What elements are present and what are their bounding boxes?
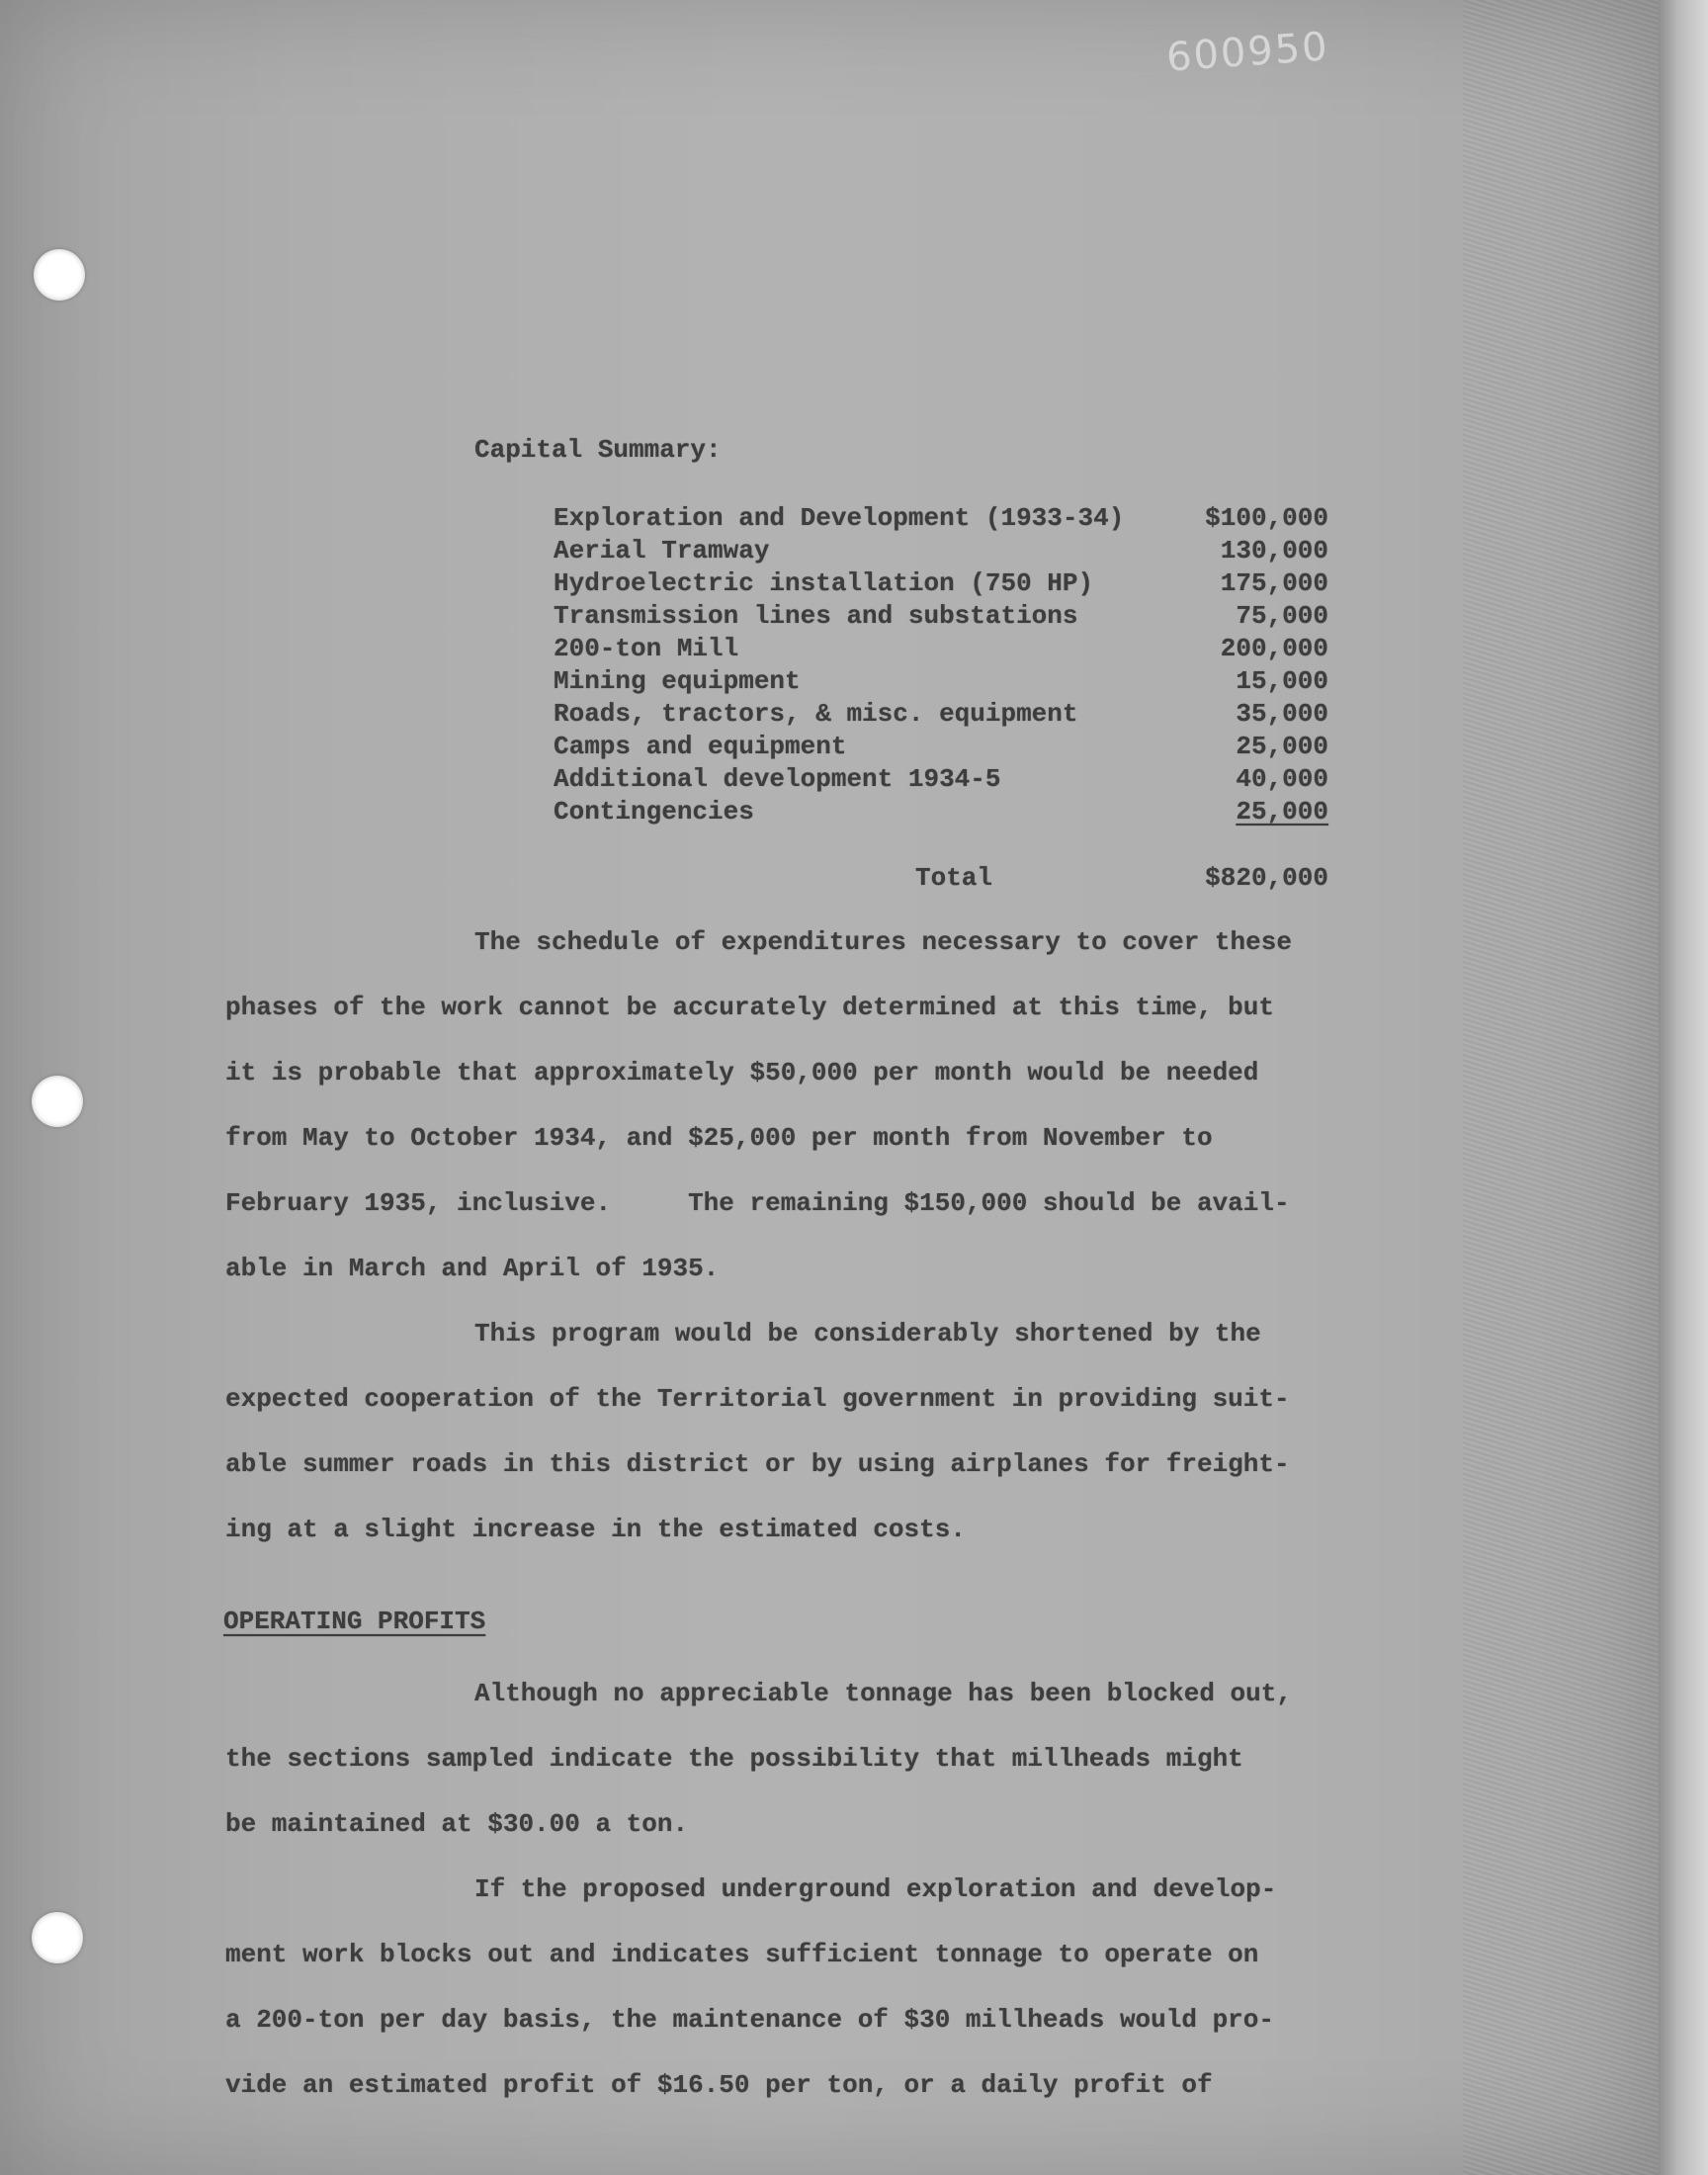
item-label: Camps and equipment [554,732,847,761]
item-amount: 175,000 [1220,568,1328,598]
summary-row [554,567,1328,600]
item-label: Roads, tractors, & misc. equipment [554,699,1078,729]
summary-row [554,535,1328,567]
punch-hole [32,1076,83,1127]
text-line: the sections sampled indicate the possibility that millheads might [225,1744,1243,1774]
text-line: ing at a slight increase in the estimated costs. [225,1515,966,1544]
summary-row [554,796,1328,828]
text-line: If the proposed underground exploration and develop- [474,1874,1277,1904]
text-line: February 1935, inclusive. The remaining $150,000 should be avail- [225,1188,1290,1218]
item-amount: 130,000 [1220,536,1328,566]
capital-summary-title: Capital Summary: [474,435,722,465]
text-line: expected cooperation of the Territorial government in providing suit- [225,1384,1290,1414]
summary-row [554,731,1328,763]
scanner-edge [1659,0,1708,2175]
item-label: Exploration and Development (1933-34) [554,503,1125,533]
text-line: The schedule of expenditures necessary to cover these [474,927,1292,957]
paragraph-millheads [225,1661,1342,1857]
item-amount: 200,000 [1220,634,1328,663]
summary-row [554,698,1328,731]
text-line: ment work blocks out and indicates sufficient tonnage to operate on [225,1940,1259,1969]
punch-hole [32,1912,83,1963]
text-line: able in March and April of 1935. [225,1254,720,1283]
item-label: Transmission lines and substations [554,601,1078,631]
item-amount: 25,000 [1236,732,1328,761]
total-amount: $820,000 [1205,863,1328,893]
item-label: Additional development 1934-5 [554,764,1001,794]
item-label: Hydroelectric installation (750 HP) [554,568,1094,598]
text-line: from May to October 1934, and $25,000 per month from November to [225,1123,1213,1153]
text-line: it is probable that approximately $50,000 per month would be needed [225,1058,1259,1088]
item-label: 200-ton Mill [554,634,739,663]
item-amount: 25,000 [1236,797,1328,826]
document-number-stamp: 600950 [1164,24,1331,81]
summary-row [554,600,1328,633]
summary-row [554,763,1328,796]
item-amount: 35,000 [1236,699,1328,729]
summary-row [554,633,1328,665]
summary-row [554,502,1328,535]
item-amount: 75,000 [1236,601,1328,631]
item-amount: 15,000 [1236,666,1328,696]
item-label: Mining equipment [554,666,801,696]
paragraph-program-shortening [225,1301,1342,1562]
item-label: Aerial Tramway [554,536,770,566]
capital-summary-table [554,502,1328,828]
text-line: vide an estimated profit of $16.50 per ton, or a daily profit of [225,2070,1213,2100]
paragraph-expenditure-schedule [225,910,1342,1301]
summary-row [554,665,1328,698]
text-line: This program would be considerably shortened by the [474,1319,1261,1348]
text-line: phases of the work cannot be accurately determined at this time, but [225,993,1274,1022]
item-label: Contingencies [554,797,754,826]
section-heading-operating-profits: OPERATING PROFITS [223,1607,486,1636]
text-line: Although no appreciable tonnage has been blocked out, [474,1679,1292,1708]
summary-total-row [554,860,1328,896]
scan-noise [1463,0,1659,2175]
paragraph-profit-estimate [225,1857,1342,2118]
item-amount: $100,000 [1205,503,1328,533]
text-line: a 200-ton per day basis, the maintenance of $30 millheads would pro- [225,2005,1274,2035]
item-amount: 40,000 [1236,764,1328,794]
punch-hole [34,249,85,301]
text-line: be maintained at $30.00 a ton. [225,1809,689,1839]
total-label: Total [915,863,993,893]
text-line: able summer roads in this district or by using airplanes for freight- [225,1449,1290,1479]
